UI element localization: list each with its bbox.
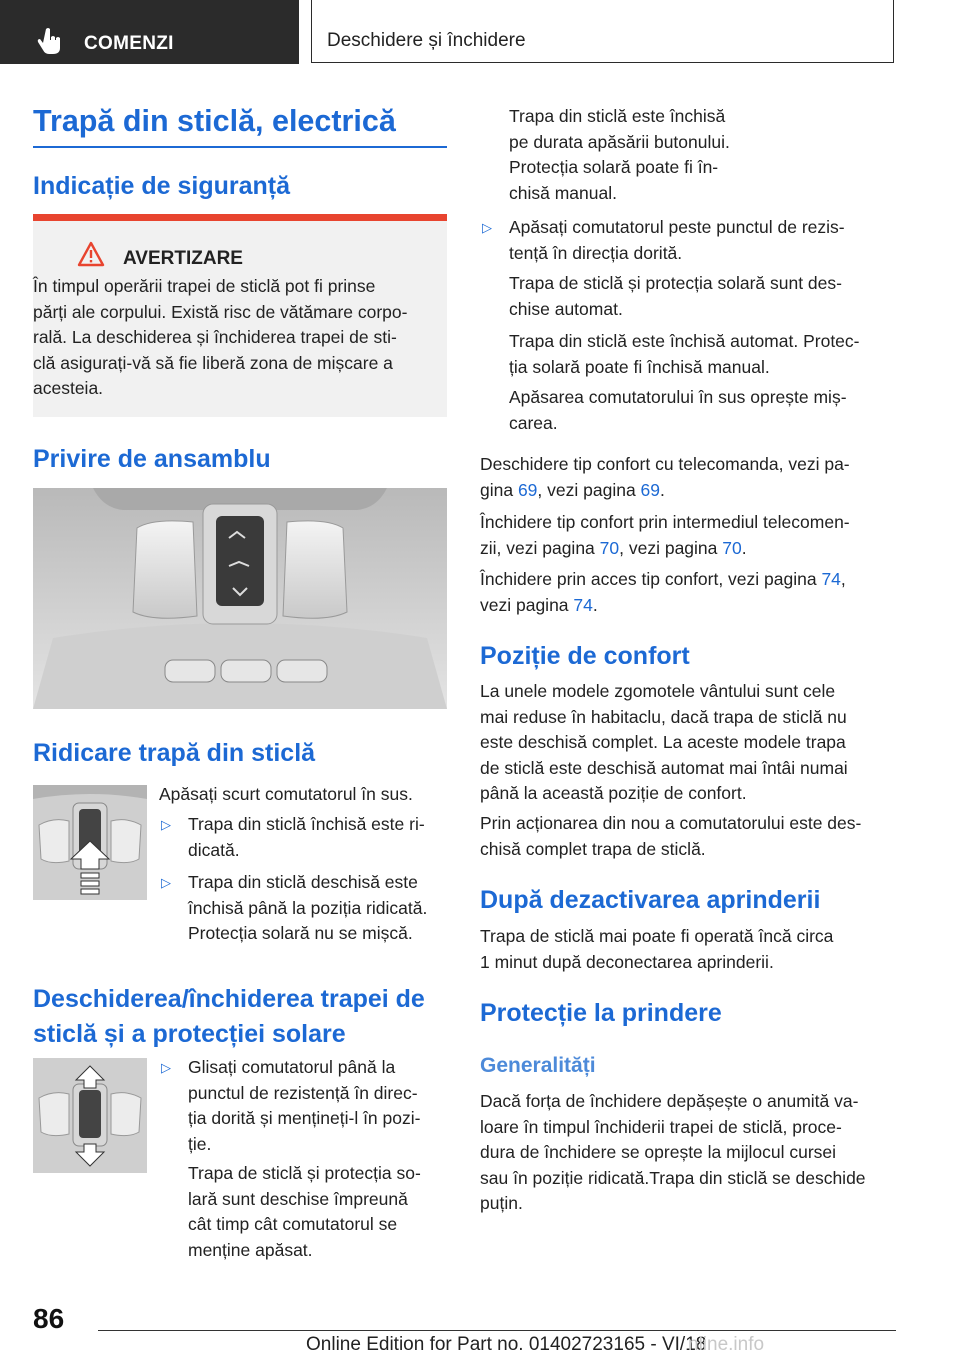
section-tab [0, 0, 299, 64]
cont-line: Trapa din sticlă este închisă [509, 106, 726, 126]
switch-slide-image [33, 1058, 147, 1173]
raise-item-line: Trapa din sticlă deschisă este [188, 872, 418, 892]
bullet-triangle-icon: ▷ [161, 1060, 171, 1075]
auto-item-note-1 [509, 271, 901, 322]
open-item-line: ția dorită și mențineți-l în pozi- [188, 1108, 421, 1128]
general-line: dura de închidere se oprește la mijlocul cursei [480, 1142, 837, 1162]
warning-line: rală. La deschiderea și închiderea trapei de sti- [33, 327, 397, 347]
raise-item-1 [188, 812, 450, 863]
raise-item-line: Trapa din sticlă închisă este ri- [188, 814, 425, 834]
page-link[interactable]: 74 [821, 569, 841, 589]
comfort-line: mai reduse în habitaclu, dacă trapa de sticlă nu [480, 706, 847, 727]
bullet-triangle-icon: ▷ [161, 817, 171, 832]
raise-intro: Apăsați scurt comutatorul în sus. [159, 784, 413, 804]
chapter-title: Deschidere și închidere [327, 30, 526, 51]
note-line: Trapa de sticlă și protecția solară sunt des- [509, 273, 842, 293]
auto-item-note-3 [509, 385, 901, 436]
raise-heading: Ridicare trapă din sticlă [33, 739, 316, 767]
comfort-line: de sticlă este deschisă automat mai întâi numai [480, 757, 848, 778]
page-link[interactable]: 69 [640, 479, 661, 500]
general-line: Dacă forța de închidere depășește o anumită va- [480, 1091, 859, 1111]
note-line: Apăsarea comutatorului în sus oprește miș- [509, 387, 847, 407]
footer-rule [98, 1330, 896, 1331]
hand-pointer-icon [36, 26, 66, 56]
note-line: chise automat. [509, 298, 623, 319]
comfort-line: până la această poziție de confort. [480, 783, 747, 803]
note-line: Trapa din sticlă este închisă automat. Protec- [509, 331, 860, 351]
note-line: carea. [509, 412, 558, 433]
warning-triangle-icon [77, 241, 105, 267]
general-line: loare în timpul închiderii trapei de sticlă, proce- [480, 1116, 842, 1137]
open-note-line: Trapa de sticlă și protecția so- [188, 1163, 421, 1183]
overview-heading: Privire de ansamblu [33, 445, 271, 473]
note-line: ția solară poate fi închisă manual. [509, 356, 770, 377]
section-label: COMENZI [84, 33, 174, 54]
ignition-text [480, 924, 900, 975]
continued-text [509, 104, 899, 206]
watermark-text: nline.info [688, 1334, 765, 1355]
ref-text: . [660, 479, 665, 500]
item-line: tență în direcția dorită. [509, 242, 683, 263]
chapter-tab [311, 0, 894, 63]
warning-line: acesteia. [33, 378, 104, 398]
reference-comfort-access [480, 567, 900, 618]
open-note-line: lară sunt deschise împreună [188, 1188, 408, 1209]
general-text [480, 1089, 900, 1217]
safety-heading: Indicație de siguranță [33, 172, 291, 200]
title-rule [33, 146, 447, 148]
warning-title: AVERTIZARE [123, 248, 243, 269]
ignition-line: 1 minut după deconectarea aprinderii. [480, 951, 774, 972]
general-line: puțin. [480, 1193, 523, 1213]
ref-text: , vezi pagina [537, 479, 641, 500]
warning-box [33, 214, 447, 417]
open-note-line: menține apăsat. [188, 1239, 313, 1260]
open-note-line: cât timp cât comutatorul se [188, 1214, 398, 1234]
raise-item-line: dicată. [188, 839, 240, 860]
ignition-line: Trapa de sticlă mai poate fi operată încă circa [480, 926, 834, 946]
bullet-triangle-icon: ▷ [161, 875, 171, 890]
cont-line: pe durata apăsării butonului. [509, 131, 730, 152]
auto-item-note-2 [509, 329, 901, 380]
page-title: Trapă din sticlă, electrică [33, 104, 396, 138]
raise-item-line: Protecția solară nu se mișcă. [188, 923, 413, 943]
ref-text: gina [480, 479, 518, 500]
open-item [188, 1055, 450, 1157]
comfort-line: este deschisă complet. La aceste modele trapa [480, 732, 846, 752]
raise-item-2 [188, 870, 450, 947]
warning-text [33, 274, 447, 402]
ref-text: vezi pagina [480, 594, 574, 615]
open-item-line: ție. [188, 1133, 212, 1154]
open-item-note [188, 1161, 450, 1263]
warning-line: În timpul operării trapei de sticlă pot fi prinse [33, 276, 376, 296]
switch-raise-image [33, 785, 147, 900]
reference-remote-open [480, 452, 900, 503]
ref-text: , vezi pagina [619, 537, 723, 558]
comfort-heading: Poziție de confort [480, 642, 690, 670]
ref-text: zii, vezi pagina [480, 537, 600, 558]
item-line: Apăsați comutatorul peste punctul de rezis- [509, 217, 845, 237]
comfort-line: chisă complet trapa de sticlă. [480, 838, 706, 859]
comfort-line: La unele modele zgomotele vântului sunt cele [480, 681, 836, 701]
overhead-console-photo [33, 488, 447, 709]
reference-remote-close [480, 510, 900, 561]
ref-text: , [840, 569, 846, 589]
comfort-line: Prin acționarea din nou a comutatorului este des- [480, 813, 862, 833]
cont-line: chisă manual. [509, 182, 617, 203]
ref-text: . [592, 594, 598, 615]
warning-line: părți ale corpului. Există risc de vătămare corpo- [33, 301, 408, 322]
open-close-heading [33, 982, 425, 1052]
comfort-text-2 [480, 811, 900, 862]
warning-line: clă asigurați-vă să fie liberă zona de mișcare a [33, 352, 393, 373]
page-link[interactable]: 74 [573, 594, 593, 615]
bullet-triangle-icon: ▷ [482, 220, 492, 235]
page-link[interactable]: 70 [722, 537, 742, 558]
general-line: sau în poziție ridicată.Trapa din sticlă se deschide [480, 1167, 866, 1188]
open-item-line: Glisați comutatorul până la [188, 1057, 396, 1077]
ref-text: Închidere prin acces tip confort, vezi pagina [480, 569, 822, 589]
ref-line: Închidere tip confort prin intermediul telecomen- [480, 512, 850, 532]
cont-line: Protecția solară poate fi în- [509, 157, 719, 177]
raise-item-line: închisă până la poziția ridicată. [188, 897, 428, 918]
general-heading: Generalități [480, 1054, 596, 1077]
edition-text: Online Edition for Part no. 01402723165 - VI/18 [306, 1334, 707, 1355]
pinch-heading: Protecție la prindere [480, 999, 722, 1027]
heading-line: Deschiderea/închiderea trapei de [33, 985, 425, 1013]
page-link[interactable]: 70 [599, 537, 620, 558]
ref-text: . [741, 537, 747, 558]
comfort-text [480, 679, 900, 807]
open-item-line: punctul de rezistență în direc- [188, 1082, 418, 1103]
page-number: 86 [33, 1303, 65, 1334]
ref-line: Deschidere tip confort cu telecomanda, vezi pa- [480, 454, 850, 474]
heading-line: sticlă și a protecției solare [33, 1020, 346, 1048]
page-link[interactable]: 69 [517, 479, 538, 500]
auto-item [509, 215, 901, 266]
ignition-heading: După dezactivarea aprinderii [480, 886, 821, 914]
